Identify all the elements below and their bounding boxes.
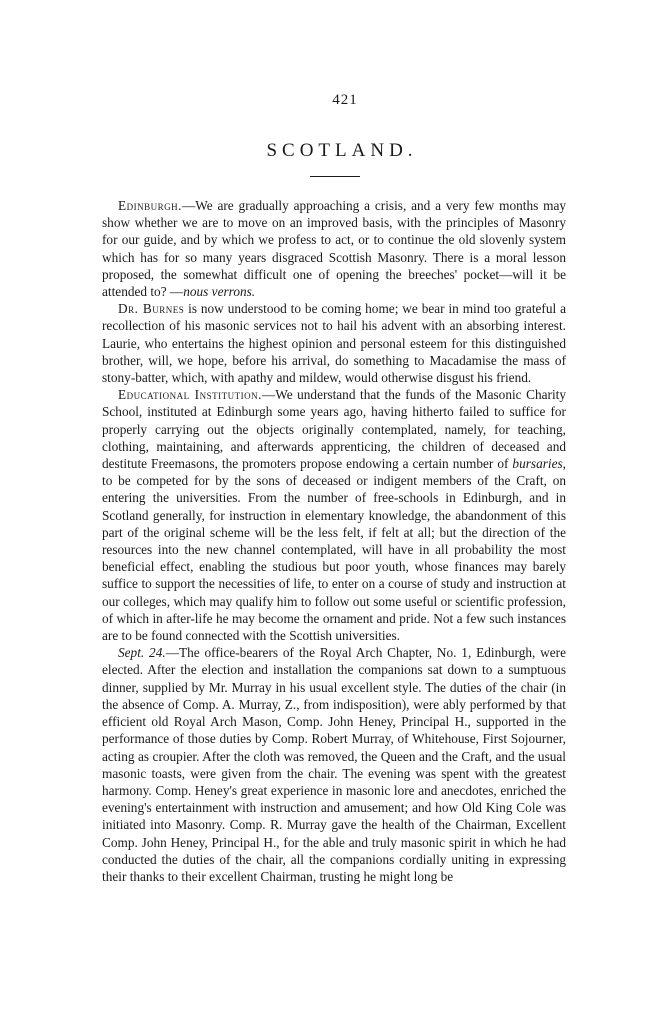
paragraph-italic: bursaries,: [512, 456, 566, 472]
paragraph-lead: Sept. 24.: [118, 645, 166, 661]
paragraph-text: is now understood to be coming home; we bear in mind too grateful a recollection of his masonic services not to hail his advent with an absorbing interest. Laurie, who entertains the highest opinion and personal esteem for this distinguished brother, will, we hope, before his arrival, do something to Macadamise the mass of stony-batter, which, with apathy and mildew, would otherwise disgust his friend.: [102, 301, 566, 386]
paragraph-lead: Edinburgh.: [118, 198, 182, 213]
page-body: [102, 92, 566, 885]
paragraph-educational-institution: [102, 386, 566, 644]
paragraph-italic: nous verrons.: [183, 284, 256, 300]
paragraph-sept-24: [102, 644, 566, 885]
paragraph-lead: Dr. Burnes: [118, 301, 185, 317]
paragraph-dr-burnes: [102, 300, 566, 386]
paragraph-text-continued: to be competed for by the sons of deceased or indigent members of the Craft, on entering the universities. From the number of free-schools in Edinburgh, and in Scotland generally, for instruction in elementary knowledge, the abandonment of this part of the original scheme will be the less felt, if felt at all; but the direction of the resources into the new channel contemplated, will have in all probability the most beneficial effect, enabling the studious but poor youth, whose finances may barely suffice to support the necessities of life, to enter on a course of study and instruction at our colleges, which may qualify him to follow out some useful or scientific profession, of which in after-life he may become the ornament and pride. Not a few such instances are to be found connected with the Scottish universities.: [102, 473, 566, 644]
paragraph-edinburgh: [102, 197, 566, 300]
paragraph-text: —We are gradually approaching a crisis, and a very few months may show whether we are to move on an improved basis, with the principles of Masonry for our guide, and by which we profess to act, or to continue the old slovenly system which has for so many years disgraced Scottish Masonry. There is a moral lesson proposed, the somewhat difficult one of opening the breeches' pocket—will it be attended to? —: [102, 198, 566, 300]
paragraph-lead: Educational Institution.: [118, 387, 262, 403]
paragraph-text: —We understand that the funds of the Masonic Charity School, instituted at Edinburgh some years ago, having hitherto failed to suffice for properly carrying out the objects originally contemplated, namely, for teaching, clothing, maintaining, and afterwards apprenticing, the children of deceased and destitute Freemasons, the promoters propose endowing a certain number of: [102, 387, 566, 472]
page-number: 421: [332, 92, 358, 108]
paragraph-text: —The office-bearers of the Royal Arch Chapter, No. 1, Edinburgh, were elected. After the election and installation the companions sat down to a sumptuous dinner, supplied by Mr. Murray in his usual excellent style. The duties of the chair (in the absence of Comp. A. Murray, Z., from indisposition), were ably performed by that efficient old Royal Arch Mason, Comp. John Heney, Principal H., supported in the performance of those duties by Comp. Robert Murray, of Whitehouse, First Sojourner, acting as croupier. After the cloth was removed, the Queen and the Craft, and the usual masonic toasts, were given from the chair. The evening was spent with the greatest harmony. Comp. Heney's great experience in masonic lore and anecdotes, enriched the evening's entertainment with instruction and amusement; and how Old King Cole was initiated into Masonry. Comp. R. Murray gave the health of the Chairman, Excellent Comp. John Heney, Principal H., for the able and truly masonic spirit in which he had conducted the duties of the chair, all the companions cordially uniting in expressing their thanks to their excellent Chairman, trusting he might long be: [102, 645, 567, 884]
section-title: SCOTLAND.: [266, 140, 418, 161]
title-rule: [310, 176, 360, 177]
